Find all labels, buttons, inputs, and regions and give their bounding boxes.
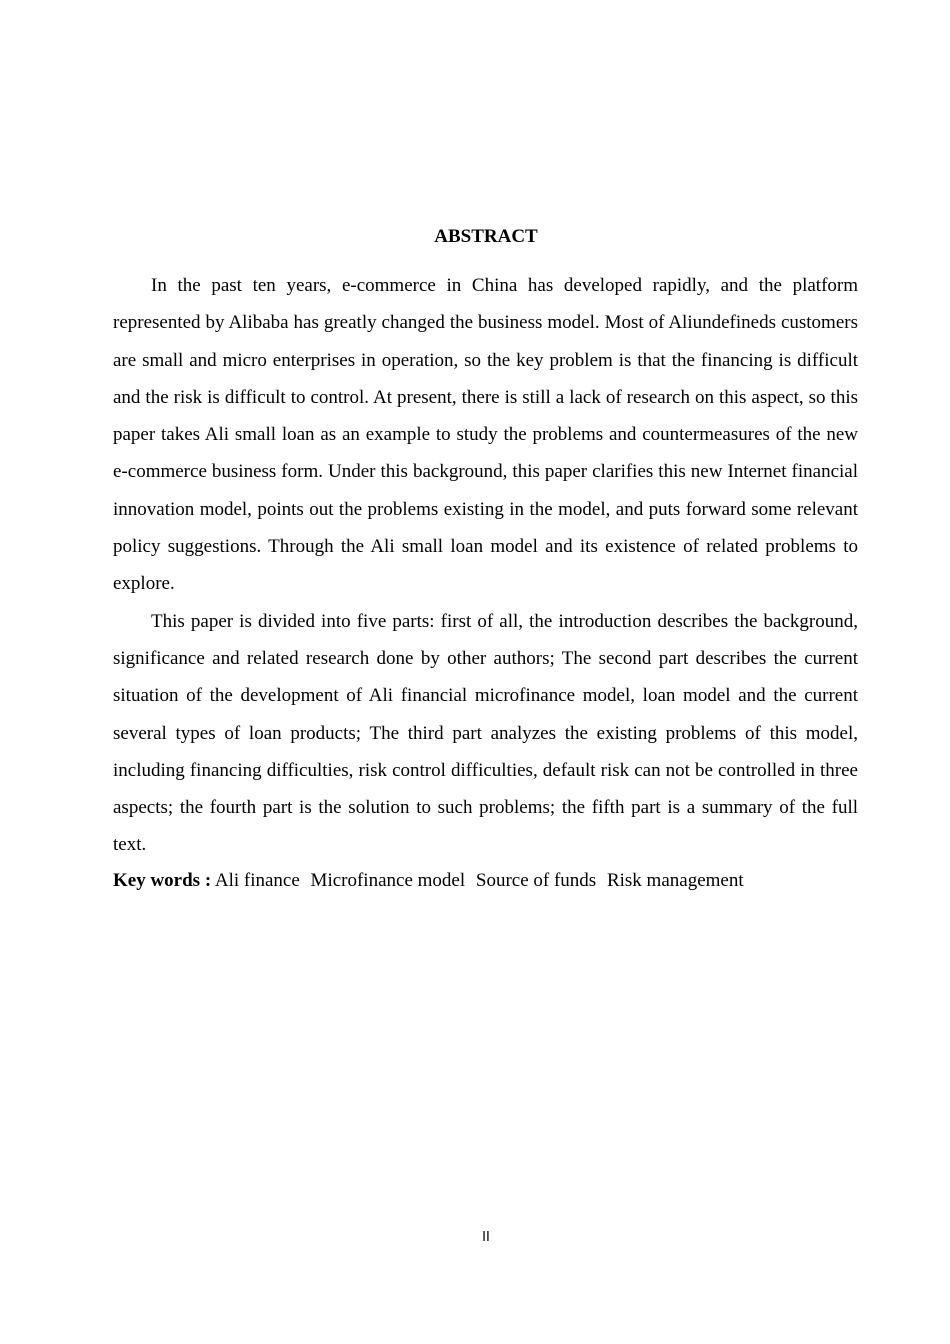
- page-number: II: [482, 1230, 490, 1245]
- keyword-item: Microfinance model: [310, 869, 466, 891]
- keyword-item: Risk management: [606, 869, 744, 891]
- keyword-item: Ali finance: [214, 869, 300, 891]
- abstract-paragraph-1: In the past ten years, e-commerce in China has developed rapidly, and the platform represented by Alibaba has greatly changed the business model. Most of Aliundefineds customers are small and micro enterprises in operation, so the key problem is that the financing is difficult and the risk is difficult to control. At present, there is still a lack of research on this aspect, so this paper takes Ali small loan as an example to study the problems and countermeasures of the new e-commerce business form. Under this background, this paper clarifies this new Internet financial innovation model, points out the problems existing in the model, and puts forward some relevant policy suggestions. Through the Ali small loan model and its existence of related problems to explore.: [113, 275, 858, 595]
- keyword-item: Source of funds: [475, 869, 597, 891]
- keywords-label: Key words :: [113, 869, 212, 891]
- keywords-line: [113, 864, 858, 898]
- abstract-paragraph-2: This paper is divided into five parts: first of all, the introduction describes the background, significance and related research done by other authors; The second part describes the current situation of the development of Ali financial microfinance model, loan model and the current several types of loan products; The third part analyzes the existing problems of this model, including financing difficulties, risk control difficulties, default risk can not be controlled in three aspects; the fourth part is the solution to such problems; the fifth part is a summary of the full text.: [113, 610, 858, 856]
- abstract-body: [113, 267, 858, 898]
- abstract-title: ABSTRACT: [434, 226, 538, 247]
